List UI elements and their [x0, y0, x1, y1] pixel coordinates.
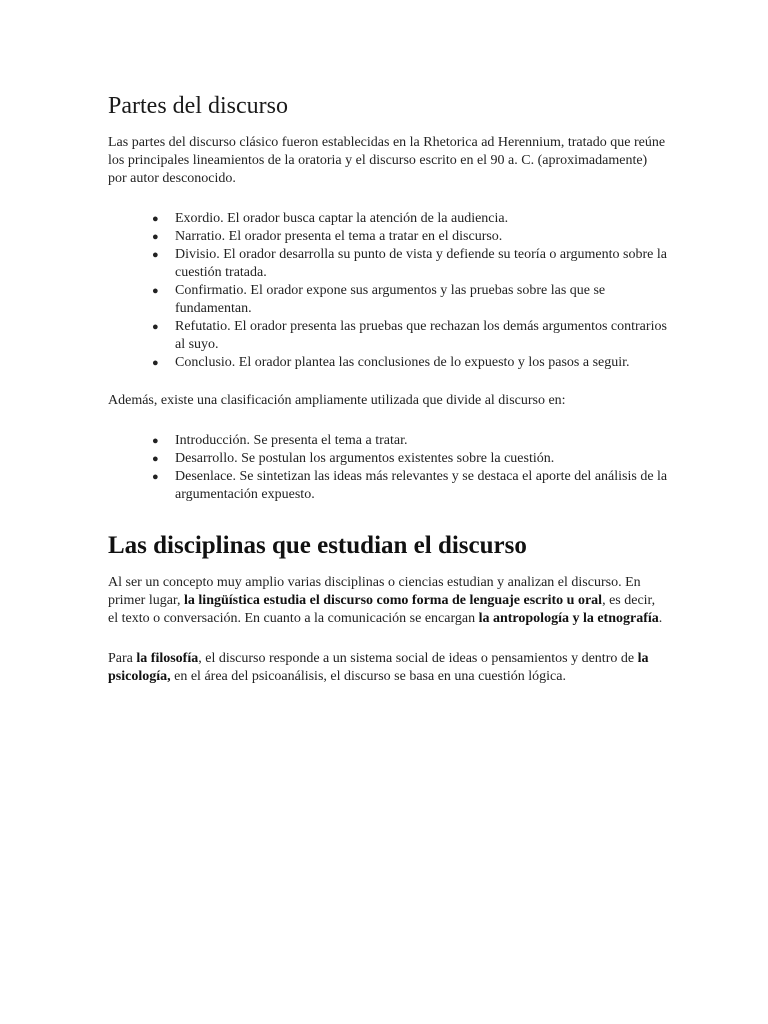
disciplines-paragraph-2: Para la filosofía, el discurso responde a un sistema social de ideas o pensamientos y dentro de la psicología, en el área del psicoanálisis, el discurso se basa en una cuestión lógica.	[108, 651, 649, 684]
bullet-icon: ●	[152, 321, 159, 333]
document-page	[108, 90, 668, 686]
bullet-icon: ●	[152, 453, 159, 465]
classification-list	[108, 432, 668, 504]
classification-intro: Además, existe una clasificación ampliamente utilizada que divide al discurso en:	[108, 393, 566, 408]
list-item: ● Exordio. El orador busca captar la atención de la audiencia.	[152, 211, 509, 226]
bullet-icon: ●	[152, 285, 159, 297]
bullet-icon: ●	[152, 213, 159, 225]
list-item: ● Refutatio. El orador presenta las pruebas que rechazan los demás argumentos contrarios al suyo.	[152, 319, 667, 352]
disciplines-paragraph-1: Al ser un concepto muy amplio varias disciplinas o ciencias estudian y analizan el discurso. En primer lugar, la lingüística estudia el discurso como forma de lenguaje escrito u oral, es decir, el texto o conversación. En cuanto a la comunicación se encargan la antropología y la etnografía.	[108, 575, 663, 626]
section-title-disciplinas: Las disciplinas que estudian el discurso	[108, 532, 527, 559]
bullet-icon: ●	[152, 231, 159, 243]
bullet-icon: ●	[152, 435, 159, 447]
bullet-icon: ●	[152, 357, 159, 369]
list-item: ● Introducción. Se presenta el tema a tratar.	[152, 433, 408, 448]
list-item: ● Narratio. El orador presenta el tema a tratar en el discurso.	[152, 229, 503, 244]
section-title-partes: Partes del discurso	[108, 93, 288, 119]
list-item: ● Confirmatio. El orador expone sus argumentos y las pruebas sobre las que se fundamentan.	[152, 283, 606, 316]
list-item: ● Conclusio. El orador plantea las conclusiones de lo expuesto y los pasos a seguir.	[152, 355, 630, 370]
intro-paragraph: Las partes del discurso clásico fueron establecidas en la Rhetorica ad Herennium, tratado que reúne los principales lineamientos de la oratoria y el discurso escrito en el 90 a. C. (aproximadamente) por autor desconocido.	[108, 135, 666, 186]
bullet-icon: ●	[152, 471, 159, 483]
parts-list	[108, 210, 668, 372]
list-item: ● Desarrollo. Se postulan los argumentos existentes sobre la cuestión.	[152, 451, 555, 466]
bullet-icon: ●	[152, 249, 159, 261]
list-item: ● Divisio. El orador desarrolla su punto de vista y defiende su teoría o argumento sobre la cuestión tratada.	[152, 247, 667, 280]
list-item: ● Desenlace. Se sintetizan las ideas más relevantes y se destaca el aporte del análisis de la argumentación expuesto.	[152, 469, 668, 502]
